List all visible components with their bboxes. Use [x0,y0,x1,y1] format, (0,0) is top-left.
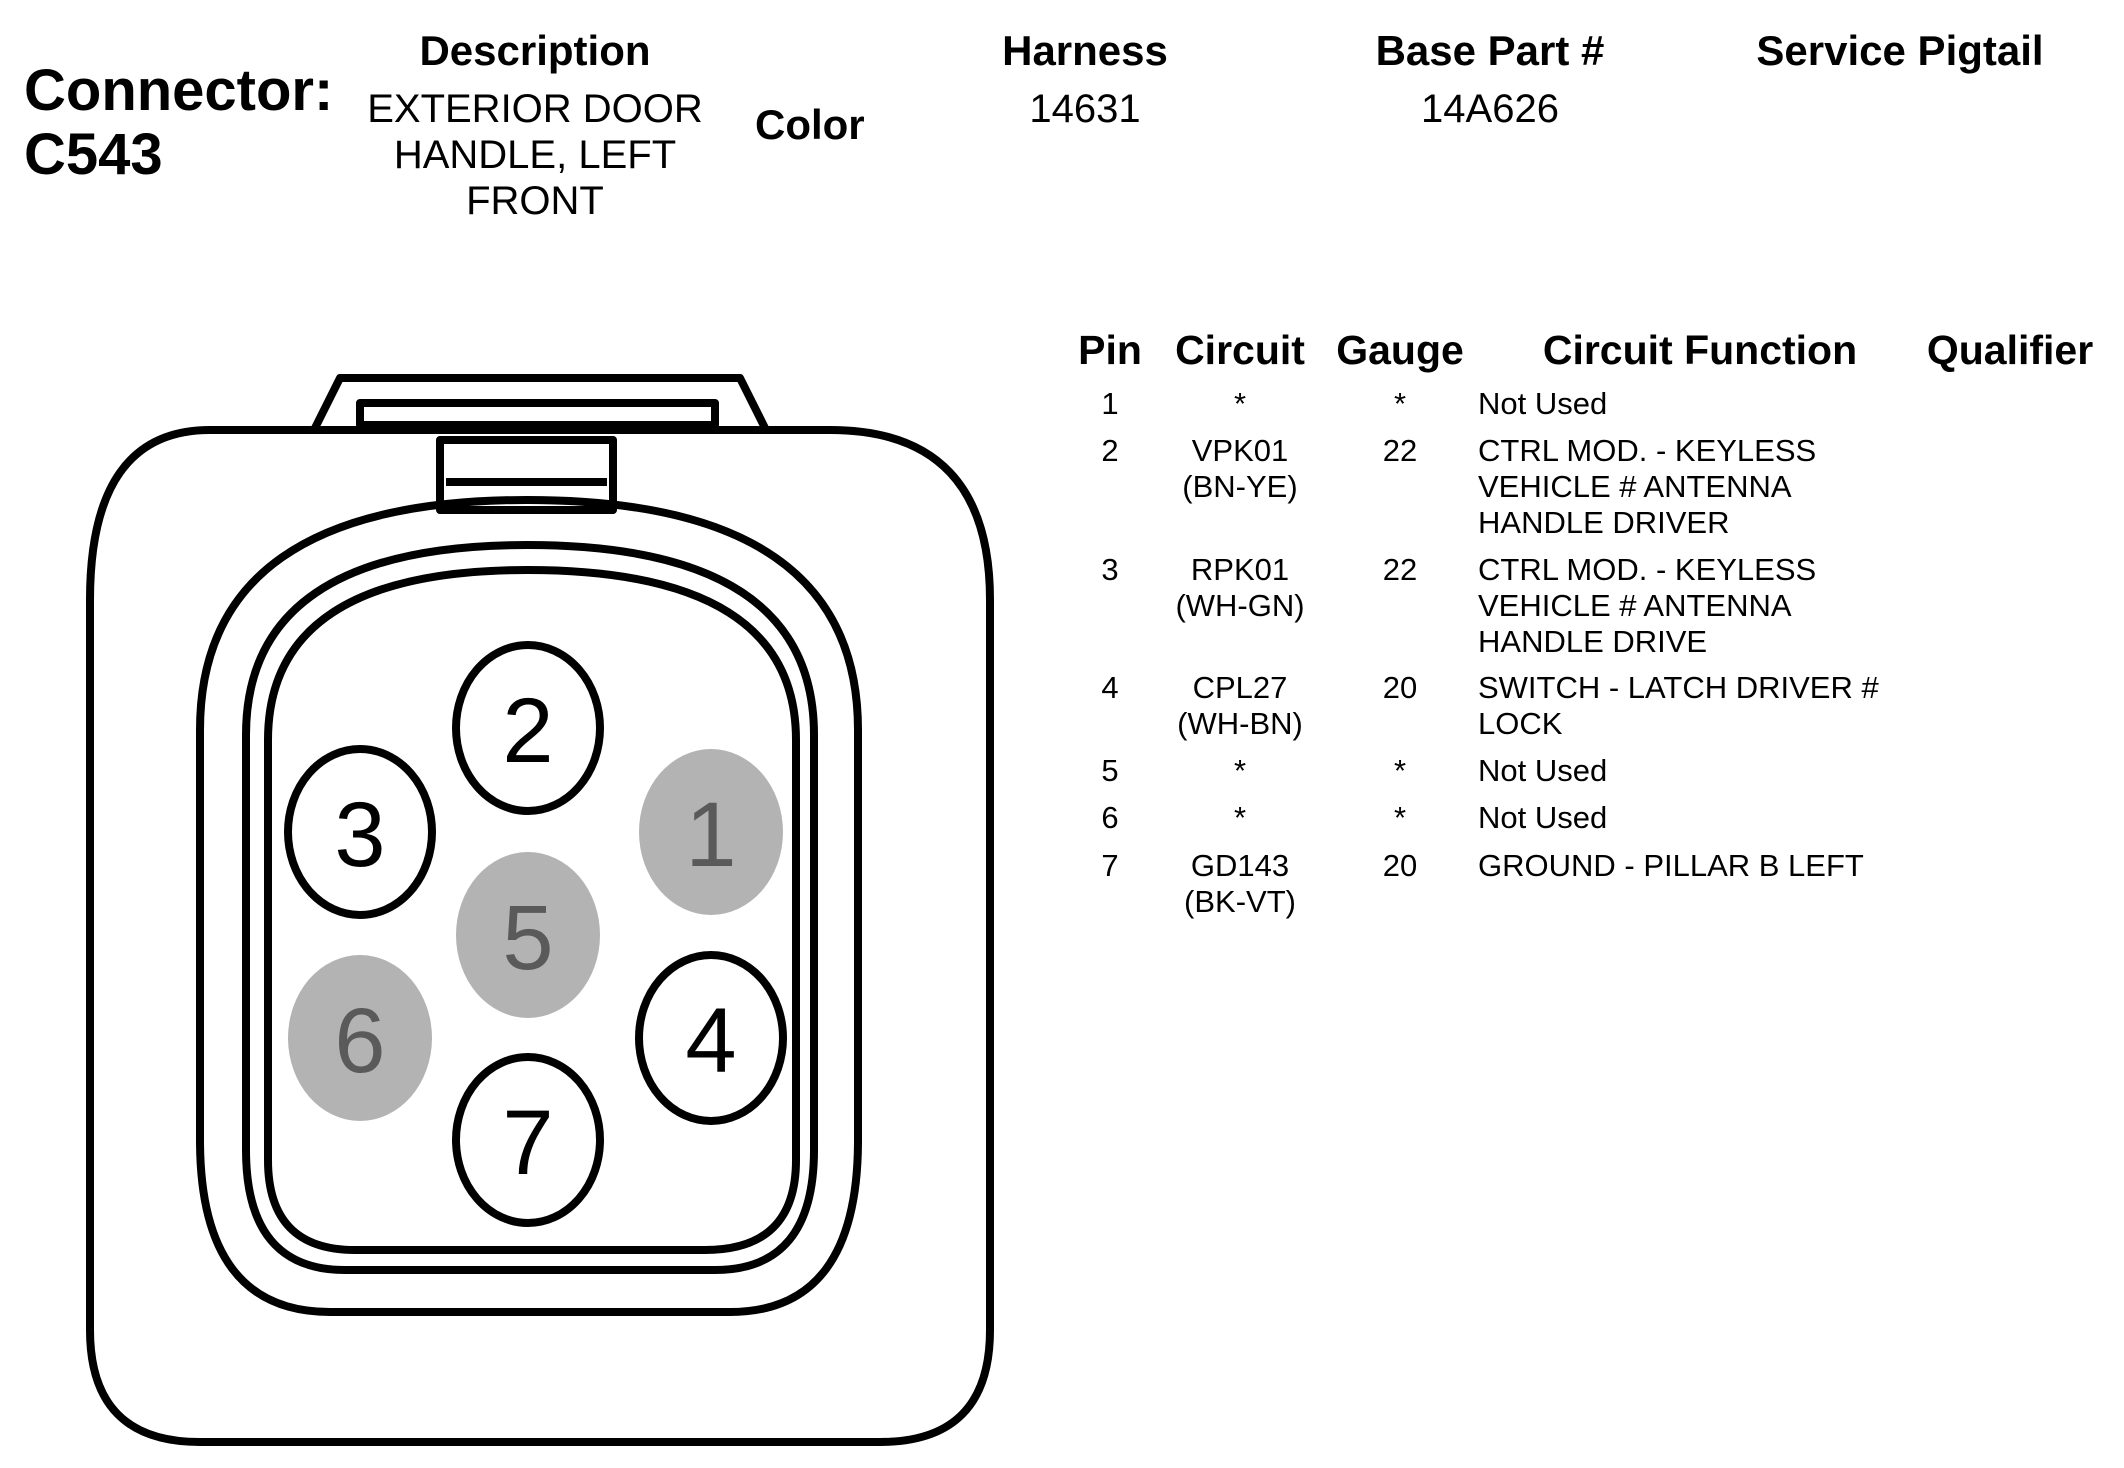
col-header-circuit: Circuit [1175,327,1305,373]
pin-6 [288,955,432,1121]
pin-cell: 4 [1101,670,1119,705]
pin-5-label: 5 [502,887,554,989]
pin-4 [639,955,783,1121]
color-label: Color [755,101,865,148]
pin-6-label: 6 [334,990,386,1092]
circuit-code: GD143 [1190,848,1290,883]
col-header-gauge: Gauge [1336,327,1464,373]
description-line: FRONT [466,179,604,223]
gauge-cell: 20 [1382,848,1418,883]
circuit-code: RPK01 [1190,552,1290,587]
function-line: GROUND - PILLAR B LEFT [1478,848,1864,883]
circuit-cell [1140,753,1340,789]
function-line: Not Used [1478,386,1608,421]
connector-label: Connector: [24,58,334,123]
pin-7 [456,1057,600,1223]
base-part-label: Base Part # [1375,27,1605,74]
wire-color: (BN-YE) [1182,469,1298,504]
gauge-cell: 22 [1382,433,1418,468]
connector-face-diagram [0,0,1040,1468]
gauge-cell: * [1393,800,1407,835]
circuit-code: * [1233,753,1247,788]
harness-label: Harness [1002,27,1168,74]
function-cell [1478,552,1958,660]
pin-cell: 5 [1101,753,1119,788]
pin-2 [456,645,600,811]
pin-cell: 1 [1101,386,1119,421]
pin-cell: 7 [1101,848,1119,883]
pin-3 [288,749,432,915]
circuit-cell [1140,800,1340,836]
wire-color: (WH-GN) [1175,588,1305,623]
function-cell [1478,433,1958,541]
gauge-cell: * [1393,753,1407,788]
function-cell [1478,753,1958,789]
harness-value: 14631 [1029,87,1141,131]
gauge-cell: 20 [1382,670,1418,705]
col-header-qualifier: Qualifier [1926,327,2094,373]
function-line: HANDLE DRIVE [1478,624,1708,659]
col-header-pin: Pin [1078,327,1142,373]
function-cell [1478,670,1958,742]
wire-color: (BK-VT) [1184,884,1296,919]
col-header-circuit-function: Circuit Function [1542,327,1858,373]
function-line: CTRL MOD. - KEYLESS [1478,433,1817,468]
circuit-code: * [1233,800,1247,835]
circuit-cell [1140,552,1340,624]
function-line: VEHICLE # ANTENNA [1478,588,1792,623]
function-line: CTRL MOD. - KEYLESS [1478,552,1817,587]
pin-2-label: 2 [502,680,554,782]
function-cell [1478,848,1958,884]
service-pigtail-label: Service Pigtail [1756,27,2044,74]
pin-4-label: 4 [685,990,737,1092]
circuit-cell [1140,386,1340,422]
base-part-value: 14A626 [1421,87,1559,131]
function-cell [1478,386,1958,422]
description-line: HANDLE, LEFT [393,133,677,177]
latch-bar [360,403,715,425]
description-line: EXTERIOR DOOR [367,87,703,131]
function-line: Not Used [1478,800,1608,835]
pin-cell: 2 [1101,433,1119,468]
pin-cell: 3 [1101,552,1119,587]
function-line: LOCK [1478,706,1563,741]
circuit-code: VPK01 [1191,433,1289,468]
connector-id: C543 [24,122,163,187]
circuit-code: * [1233,386,1247,421]
pin-1 [639,749,783,915]
circuit-code: CPL27 [1192,670,1288,705]
function-line: SWITCH - LATCH DRIVER # [1478,670,1879,705]
function-line: VEHICLE # ANTENNA [1478,469,1792,504]
circuit-cell [1140,848,1340,920]
circuit-cell [1140,433,1340,505]
circuit-cell [1140,670,1340,742]
pin-cell: 6 [1101,800,1119,835]
function-cell [1478,800,1958,836]
wire-color: (WH-BN) [1177,706,1303,741]
function-line: HANDLE DRIVER [1478,505,1730,540]
pin-5 [456,852,600,1018]
gauge-cell: * [1393,386,1407,421]
pin-3-label: 3 [334,784,386,886]
pin-1-label: 1 [685,784,737,886]
pin-7-label: 7 [502,1092,554,1194]
gauge-cell: 22 [1382,552,1418,587]
function-line: Not Used [1478,753,1608,788]
description-label: Description [419,27,651,74]
